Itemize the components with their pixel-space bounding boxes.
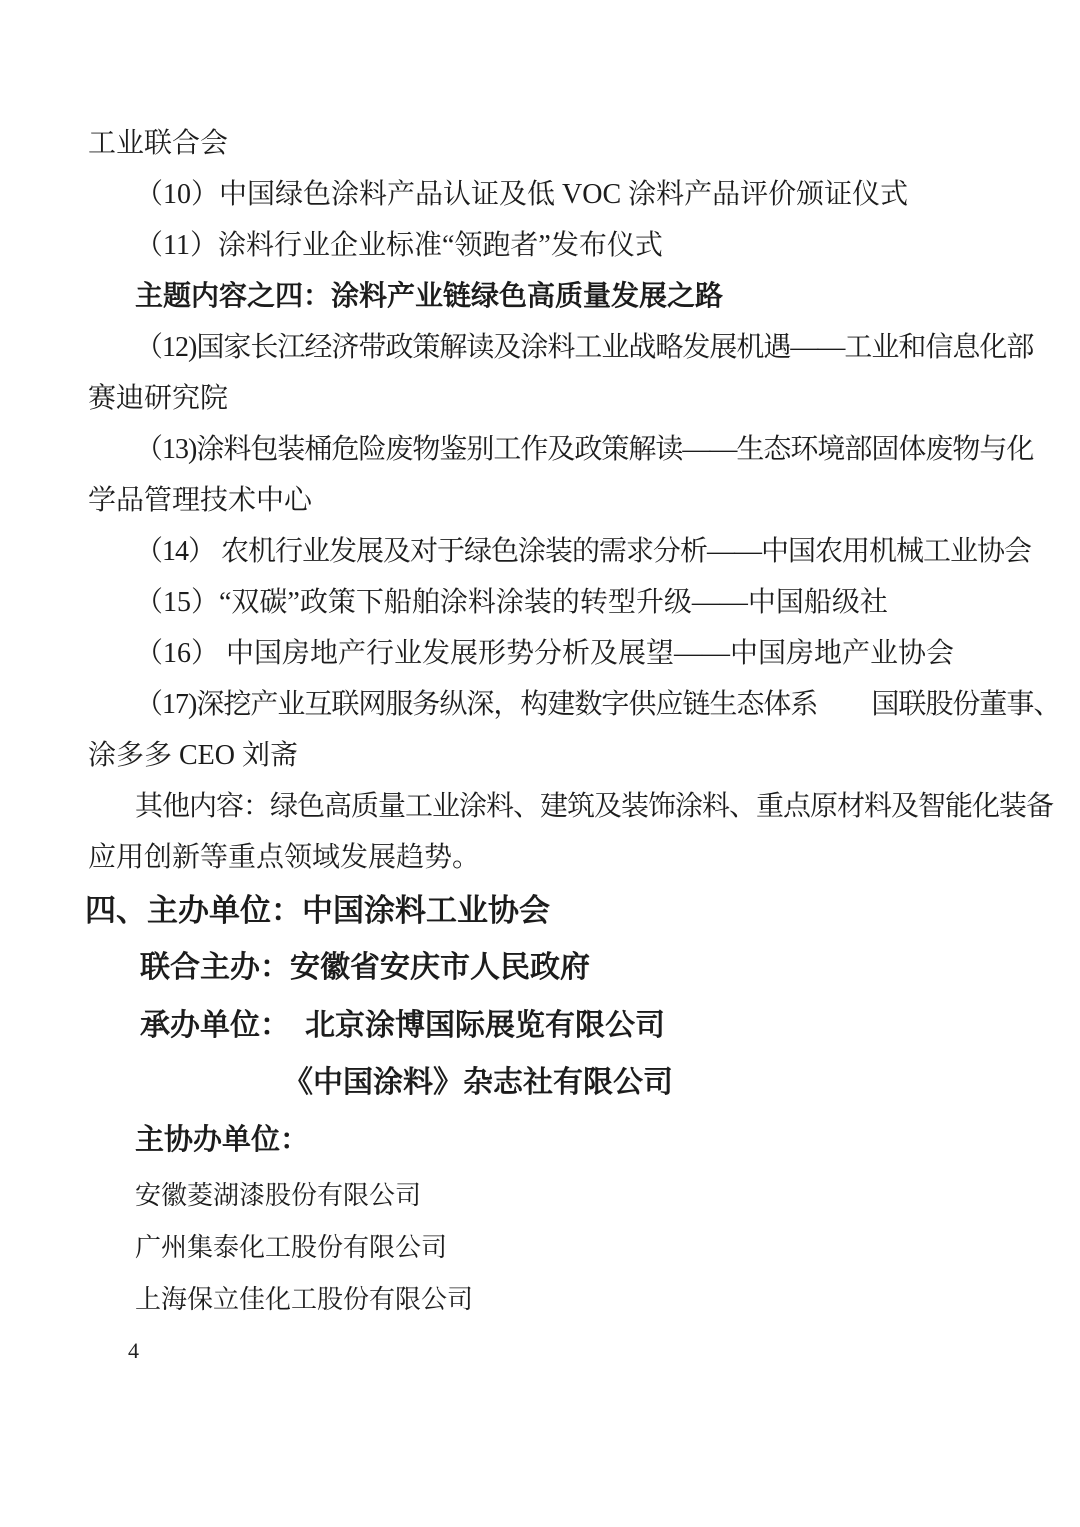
text-line: （10）中国绿色涂料产品认证及低 VOC 涂料产品评价颁证仪式	[135, 179, 909, 210]
text-line: 联合主办：安徽省安庆市人民政府	[140, 951, 590, 984]
text-line: 广州集泰化工股份有限公司	[135, 1233, 448, 1262]
text-line: 《中国涂料》杂志社有限公司	[283, 1066, 673, 1099]
text-line: 应用创新等重点领域发展趋势。	[88, 842, 481, 873]
text-line: （13)涂料包装桶危险废物鉴别工作及政策解读——生态环境部固体废物与化	[135, 434, 1034, 465]
text-line: 上海保立佳化工股份有限公司	[135, 1285, 474, 1314]
text-line: 主协办单位：	[135, 1124, 310, 1156]
text-line: （17)深挖产业互联网服务纵深，构建数字供应链生态体系 国联股份董事、	[135, 689, 1061, 720]
text-line: 工业联合会	[88, 128, 229, 159]
page-number: 4	[128, 1338, 139, 1363]
text-line: 涂多多 CEO 刘斋	[88, 740, 299, 771]
text-line: 主题内容之四：涂料产业链绿色高质量发展之路	[135, 281, 724, 312]
text-line: （12)国家长江经济带政策解读及涂料工业战略发展机遇——工业和信息化部	[135, 332, 1034, 363]
text-line: 其他内容：绿色高质量工业涂料、建筑及装饰涂料、重点原材料及智能化装备	[135, 791, 1054, 822]
text-line: 承办单位： 北京涂博国际展览有限公司	[140, 1009, 665, 1042]
text-line: 赛迪研究院	[88, 383, 229, 414]
text-line: （15）“双碳”政策下船舶涂料涂装的转型升级——中国船级社	[135, 587, 888, 618]
text-line: 学品管理技术中心	[88, 485, 313, 516]
document-body	[85, 118, 1061, 1326]
text-line: （11）涂料行业企业标准“领跑者”发布仪式	[135, 230, 663, 261]
text-line: 四、主办单位：中国涂料工业协会	[85, 893, 550, 928]
text-line: 安徽菱湖漆股份有限公司	[135, 1181, 422, 1210]
text-line: （16） 中国房地产行业发展形势分析及展望——中国房地产业协会	[135, 638, 955, 669]
text-line: （14） 农机行业发展及对于绿色涂装的需求分析——中国农用机械工业协会	[135, 536, 1032, 567]
